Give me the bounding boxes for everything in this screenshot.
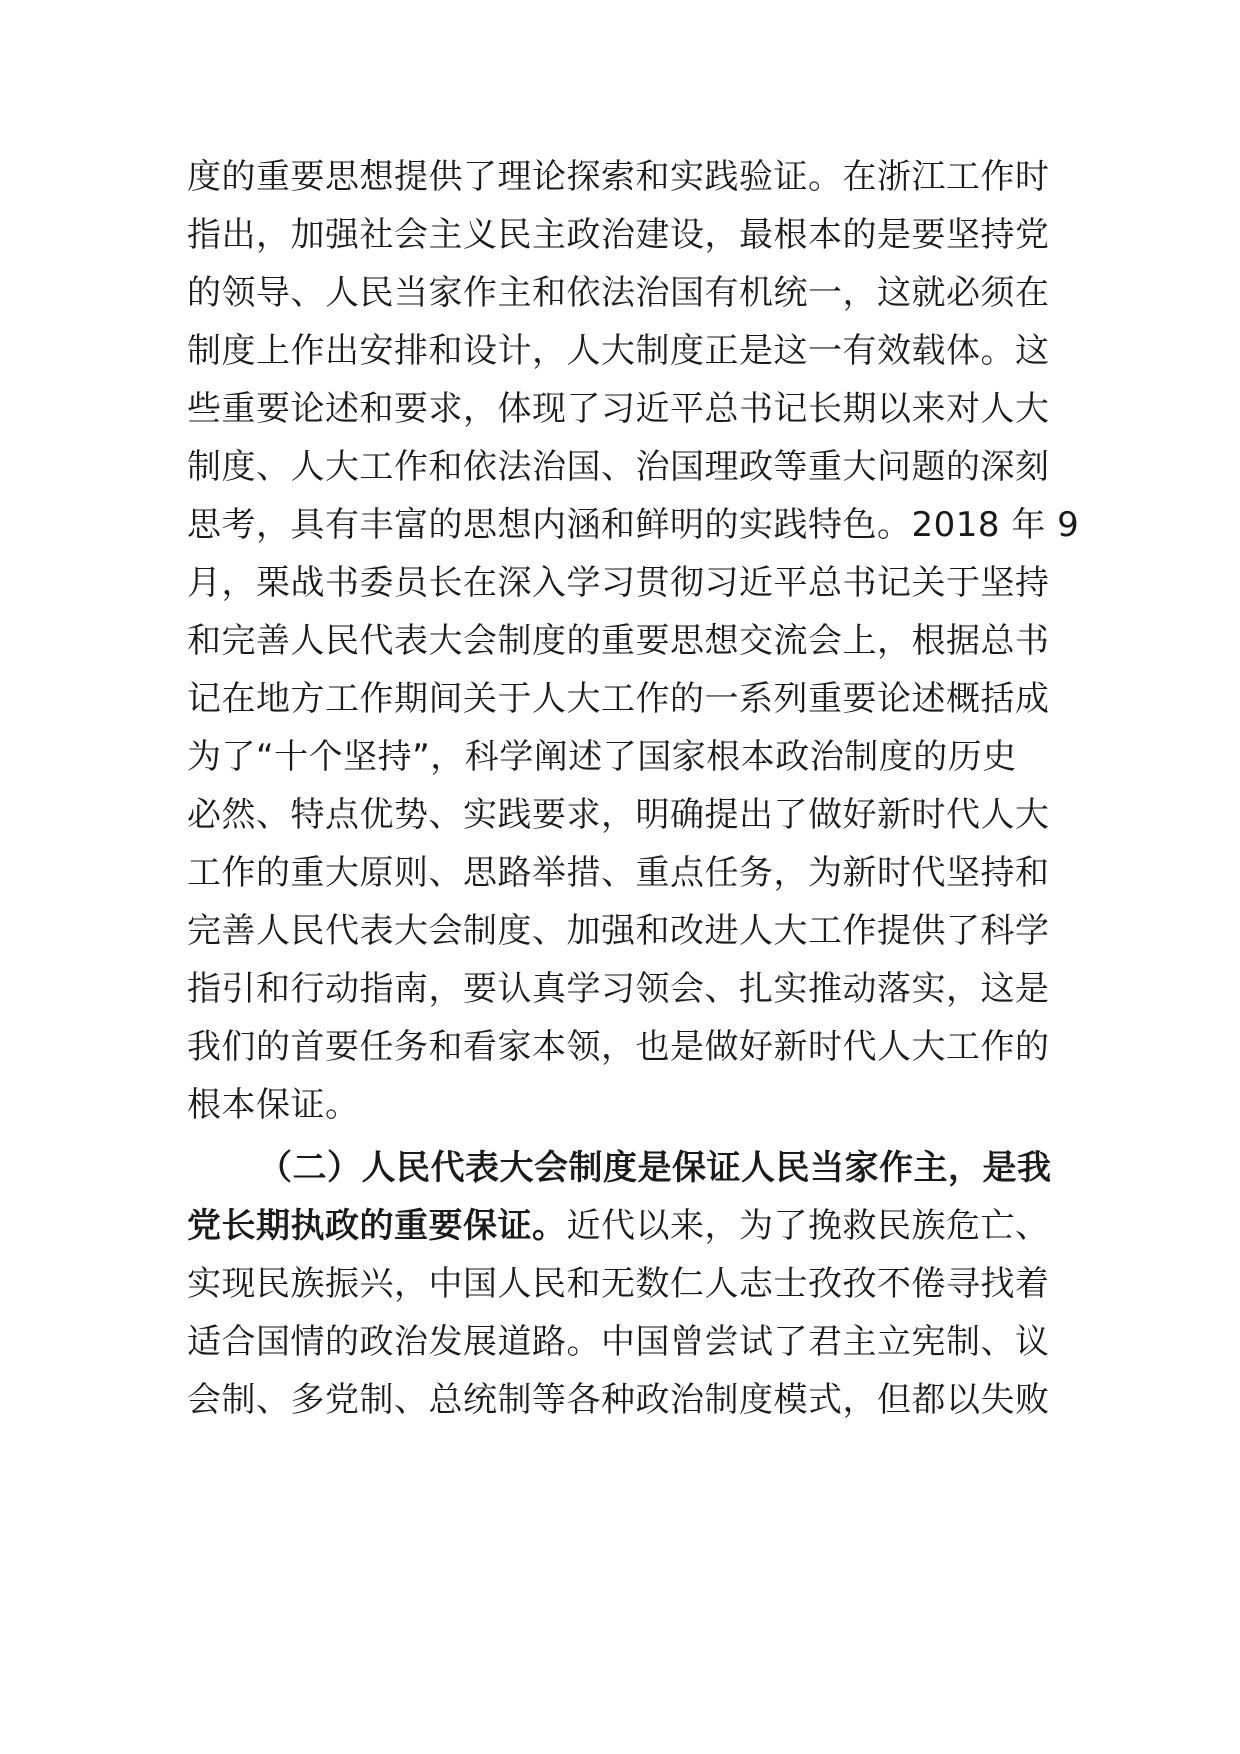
paragraph-line: 度的重要思想提供了理论探索和实践验证。在浙江工作时 xyxy=(187,157,1050,197)
paragraph-line: 我们的首要任务和看家本领，也是做好新时代人大工作的 xyxy=(187,1027,1050,1067)
paragraph-line: 指出，加强社会主义民主政治建设，最根本的是要坚持党 xyxy=(187,215,1050,255)
paragraph-line: 指引和行动指南，要认真学习领会、扎实推动落实，这是 xyxy=(187,969,1050,1009)
paragraph-line: 制度、人大工作和依法治国、治国理政等重大问题的深刻 xyxy=(187,447,1050,487)
paragraph-line: 思考，具有丰富的思想内涵和鲜明的实践特色。2018 年 9 xyxy=(187,505,1080,545)
paragraph-line: 会制、多党制、总统制等各种政治制度模式，但都以失败 xyxy=(187,1380,1050,1420)
section-heading-continuation xyxy=(187,1194,1067,1258)
section-heading: （二）人民代表大会制度是保证人民当家作主，是我 xyxy=(258,1148,1052,1188)
paragraph-line: 工作的重大原则、思路举措、重点任务，为新时代坚持和 xyxy=(187,853,1050,893)
paragraph-line: 根本保证。 xyxy=(187,1085,360,1125)
section-body-start: 近代以来，为了挽救民族危亡、 xyxy=(566,1206,1050,1246)
paragraph-line: 完善人民代表大会制度、加强和改进人大工作提供了科学 xyxy=(187,911,1050,951)
paragraph-line: 些重要论述和要求，体现了习近平总书记长期以来对人大 xyxy=(187,389,1050,429)
paragraph-line: 的领导、人民当家作主和依法治国有机统一，这就必须在 xyxy=(187,273,1050,313)
paragraph-line: 适合国情的政治发展道路。中国曾尝试了君主立宪制、议 xyxy=(187,1322,1050,1362)
paragraph-line: 实现民族振兴，中国人民和无数仁人志士孜孜不倦寻找着 xyxy=(187,1264,1050,1304)
paragraph-line: 为了“十个坚持”，科学阐述了国家根本政治制度的历史 xyxy=(187,737,1017,777)
paragraph-line: 制度上作出安排和设计，人大制度正是这一有效载体。这 xyxy=(187,331,1050,371)
paragraph-line: 月，栗战书委员长在深入学习贯彻习近平总书记关于坚持 xyxy=(187,563,1050,603)
section-heading-bold: 党长期执政的重要保证。 xyxy=(187,1206,567,1246)
paragraph-line: 必然、特点优势、实践要求，明确提出了做好新时代人大 xyxy=(187,795,1050,835)
paragraph-line: 记在地方工作期间关于人大工作的一系列重要论述概括成 xyxy=(187,679,1050,719)
paragraph-line: 和完善人民代表大会制度的重要思想交流会上，根据总书 xyxy=(187,621,1050,661)
